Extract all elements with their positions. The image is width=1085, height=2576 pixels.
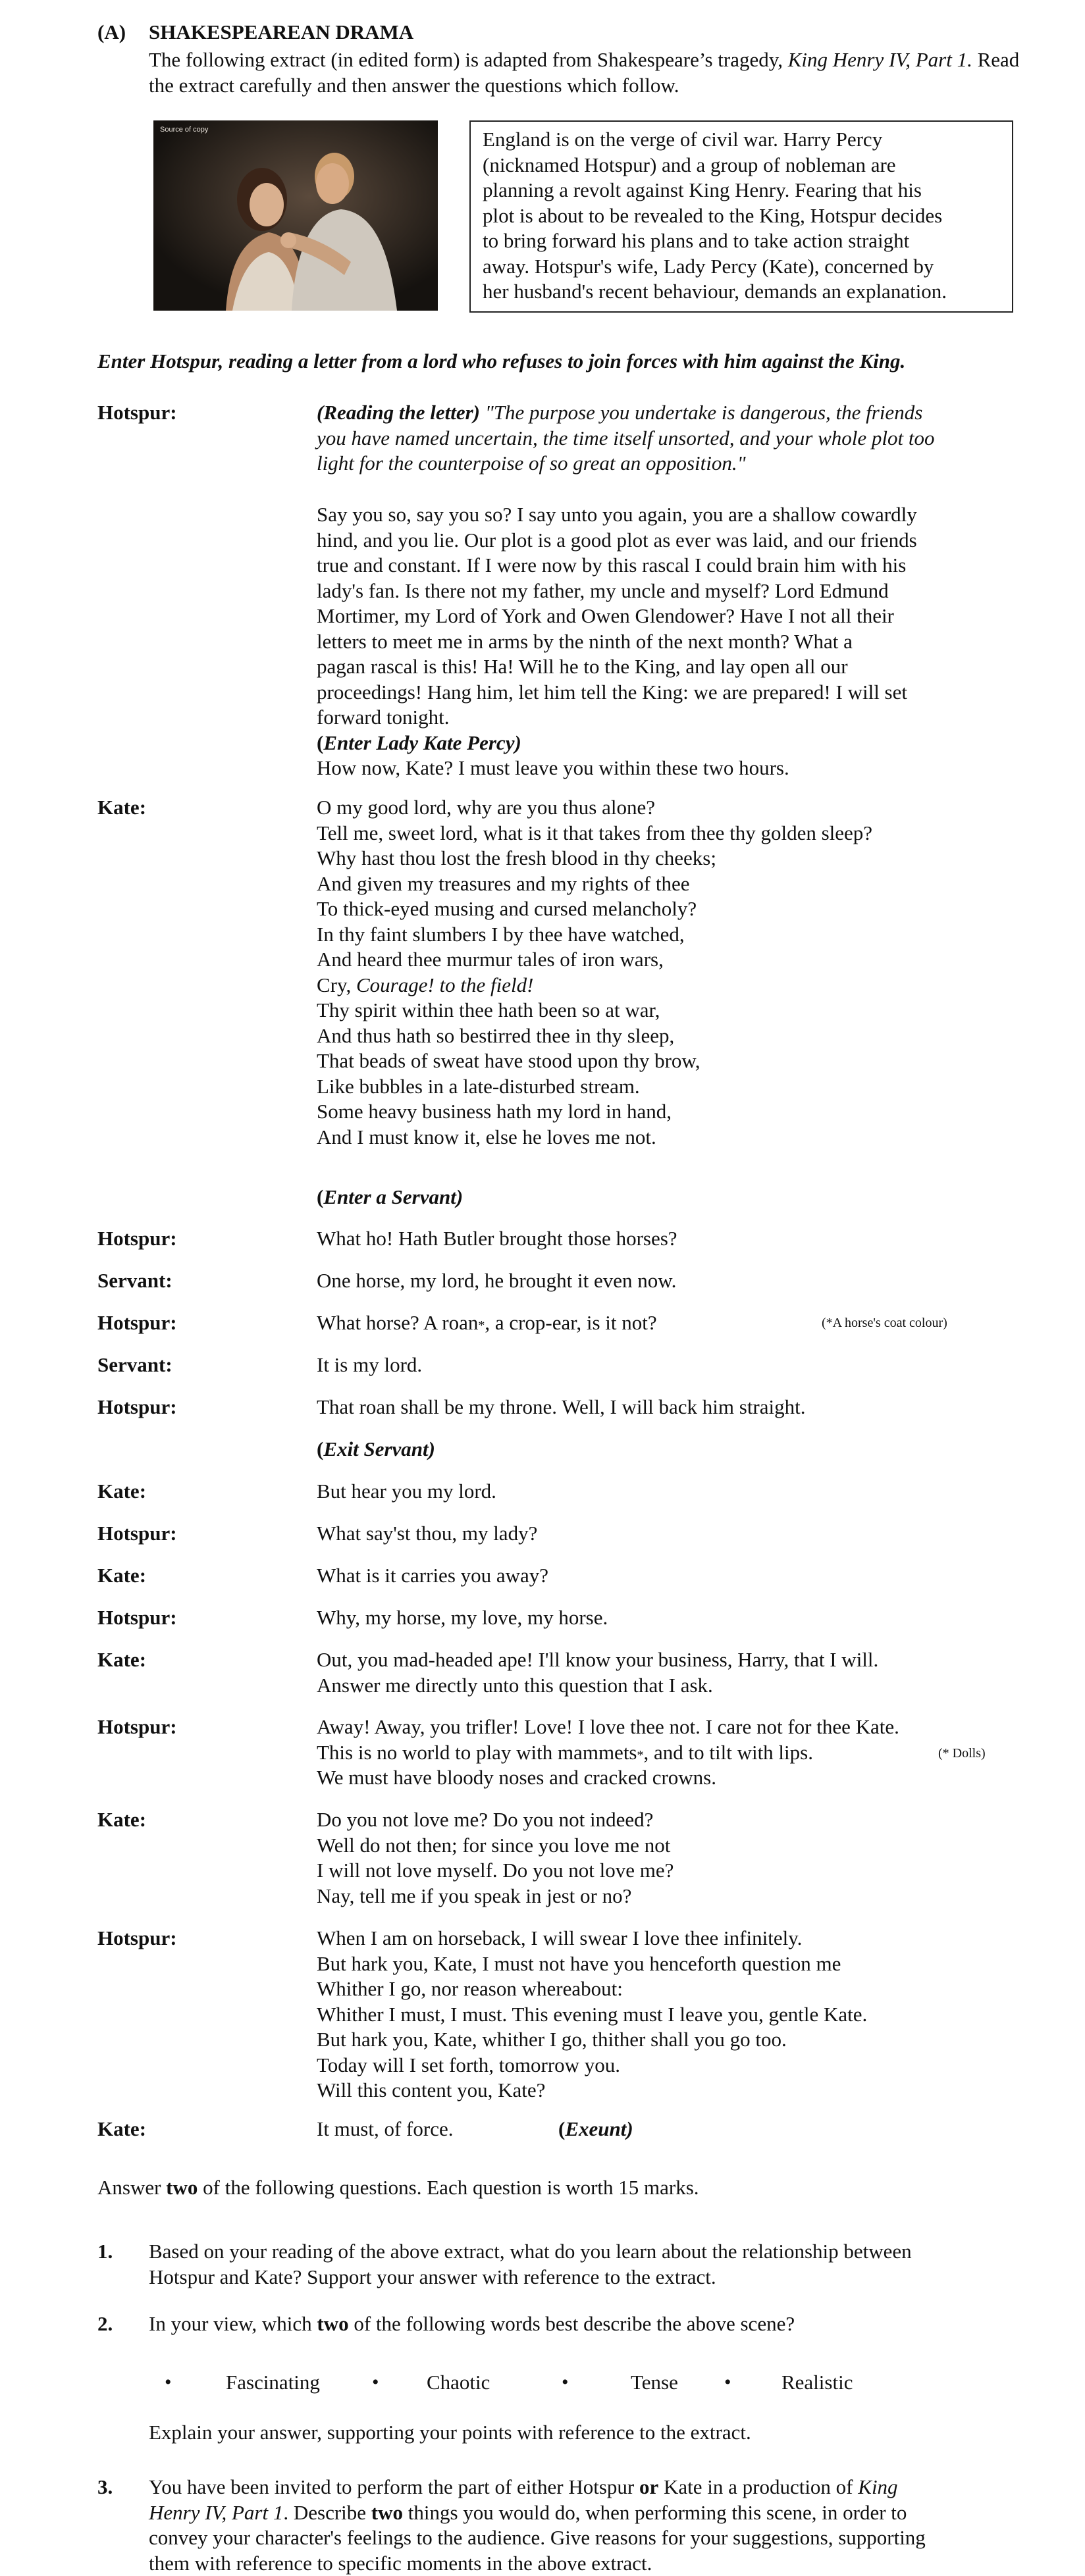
paren: ( (317, 731, 323, 754)
option-chaotic: Chaotic (427, 2370, 490, 2396)
dialogue-line: What say'st thou, my lady? (317, 1521, 1047, 1547)
speech-line: Like bubbles in a late-disturbed stream. (317, 1074, 1047, 1100)
question-line: them with reference to specific moments in the above extract. (149, 2551, 1031, 2576)
speech-line: When I am on horseback, I will swear I love thee infinitely. (317, 1926, 1047, 1951)
speech-line: true and constant. If I were now by this rascal I could brain him with his (317, 553, 1047, 579)
answer-instructions (97, 2175, 699, 2201)
question-text: In your view, which (149, 2312, 317, 2335)
stage-direction-text: Enter a Servant) (323, 1185, 463, 1208)
q3-bold: or (639, 2475, 658, 2498)
speaker-label: Hotspur: (97, 1714, 315, 1740)
option-realistic: Realistic (781, 2370, 853, 2396)
context-line: plot is about to be revealed to the King, Hotspur decides (483, 203, 1003, 229)
stage-direction-text: Exit Servant) (323, 1437, 435, 1460)
letter-line: light for the counterpoise of so great an opposition." (317, 451, 1047, 477)
context-box (469, 120, 1013, 313)
enter-kate-direction (317, 731, 1047, 756)
speech-line: Mortimer, my Lord of York and Owen Glendower? Have I not all their (317, 604, 1047, 629)
speaker-label: Hotspur: (97, 1395, 315, 1420)
dialogue-line: What is it carries you away? (317, 1563, 1047, 1589)
kate-speech (317, 795, 1047, 1150)
speech-line: Do you not love me? Do you not indeed? (317, 1807, 1047, 1833)
speaker-label: Hotspur: (97, 1226, 315, 1252)
context-line: to bring forward his plans and to take action straight (483, 228, 1003, 254)
speech-line: Whither I go, nor reason whereabout: (317, 1976, 1047, 2002)
speaker-label: Hotspur: (97, 1605, 315, 1631)
speech-line: How now, Kate? I must leave you within these two hours. (317, 756, 1047, 781)
speech-line: We must have bloody noses and cracked crowns. (317, 1765, 1047, 1791)
kate-speech (317, 1807, 1047, 1909)
dialogue-line: One horse, my lord, he brought it even now. (317, 1268, 1047, 1294)
speech-line: And given my treasures and my rights of thee (317, 871, 1047, 897)
question-2-followup: Explain your answer, supporting your points with reference to the extract. (149, 2420, 1031, 2446)
speech-line: Some heavy business hath my lord in hand, (317, 1099, 1047, 1125)
question-text-end: of the following words best describe the above scene? (349, 2312, 795, 2335)
speech-line: pagan rascal is this! Ha! Will he to the King, and lay open all our (317, 654, 1047, 680)
hotspur-speech (317, 1926, 1047, 2103)
dialogue-line: It is my lord. (317, 1352, 1047, 1378)
speech-line: But hark you, Kate, whither I go, thither shall you go too. (317, 2027, 1047, 2053)
paren: ( (317, 1437, 323, 1460)
speech-line: Today will I set forth, tomorrow you. (317, 2053, 1047, 2078)
speech-line: I will not love myself. Do you not love me? (317, 1858, 1047, 1884)
instr-text: Answer (97, 2176, 166, 2199)
play-title: King Henry IV, Part 1. (788, 48, 972, 71)
speaker-label: Hotspur: (97, 1310, 315, 1336)
opening-stage-direction: Enter Hotspur, reading a letter from a lord who refuses to join forces with him against the King. (97, 349, 1019, 374)
speech-line: Will this content you, Kate? (317, 2078, 1047, 2103)
speech-line: lady's fan. Is there not my father, my uncle and myself? Lord Edmund (317, 579, 1047, 604)
speaker-label: Kate: (97, 1647, 315, 1673)
instr-text-end: of the following questions. Each question is worth 15 marks. (198, 2176, 699, 2199)
q3-bold: two (371, 2501, 403, 2524)
photo-credit: Source of copy (160, 126, 208, 134)
kate-speech (317, 1647, 1047, 1698)
speech-line: Why hast thou lost the fresh blood in thy cheeks; (317, 846, 1047, 871)
speech-line: O my good lord, why are you thus alone? (317, 795, 1047, 821)
question-line (149, 2500, 1031, 2526)
speech-line: Well do not then; for since you love me not (317, 1833, 1047, 1859)
reading-stage-direction: (Reading the letter) (317, 401, 480, 424)
speech-line: And thus hath so bestirred thee in thy sleep, (317, 1023, 1047, 1049)
hotspur-speech (317, 502, 1047, 781)
mammets-text-end: , and to tilt with lips. (644, 1741, 813, 1764)
speech-line: proceedings! Hang him, let him tell the King: we are prepared! I will set (317, 680, 1047, 706)
bullet-icon: • (165, 2370, 172, 2396)
exeunt-direction (558, 2117, 633, 2142)
question-number: 3. (97, 2475, 137, 2500)
question-3 (149, 2475, 1031, 2576)
speech-line: To thick-eyed musing and cursed melancholy? (317, 896, 1047, 922)
letter-line: you have named uncertain, the time itself unsorted, and your whole plot too (317, 426, 1047, 451)
q3-text: Kate in a production of (658, 2475, 858, 2498)
context-line: planning a revolt against King Henry. Fearing that his (483, 178, 1003, 203)
roan-text-end: , a crop-ear, is it not? (485, 1311, 656, 1334)
question-line: Hotspur and Kate? Support your answer with reference to the extract. (149, 2265, 1031, 2290)
speaker-label: Kate: (97, 1563, 315, 1589)
instr-bold: two (166, 2176, 198, 2199)
q3-text: things you would do, when performing this scene, in order to (403, 2501, 907, 2524)
speaker-label: Kate: (97, 1479, 315, 1505)
speech-line: Tell me, sweet lord, what is it that takes from thee thy golden sleep? (317, 821, 1047, 846)
dialogue-line: That roan shall be my throne. Well, I will back him straight. (317, 1395, 1047, 1420)
speech-line: Thy spirit within thee hath been so at war, (317, 998, 1047, 1023)
hotspur-letter (317, 400, 1047, 477)
bullet-icon: • (562, 2370, 569, 2396)
bullet-icon: • (372, 2370, 379, 2396)
cry-prefix: Cry, (317, 973, 356, 996)
stage-direction-text: Exeunt) (565, 2117, 633, 2140)
section-title: SHAKESPEAREAN DRAMA (149, 20, 413, 43)
context-line: England is on the verge of civil war. Harry Percy (483, 127, 1003, 153)
dialogue-line: But hear you my lord. (317, 1479, 1047, 1505)
enter-servant-direction (317, 1185, 1047, 1210)
intro-paragraph (149, 47, 1024, 98)
speaker-label: Servant: (97, 1268, 315, 1294)
question-1 (149, 2239, 1031, 2290)
dialogue-line: Why, my horse, my love, my horse. (317, 1605, 1047, 1631)
question-line (149, 2475, 1031, 2500)
question-bold: two (317, 2312, 348, 2335)
speech-line: hind, and you lie. Our plot is a good plot as ever was laid, and our friends (317, 528, 1047, 554)
speaker-label: Hotspur: (97, 1521, 315, 1547)
section-heading (97, 20, 413, 45)
paren: ( (558, 2117, 565, 2140)
speech-line: Nay, tell me if you speak in jest or no? (317, 1884, 1047, 1909)
context-line: her husband's recent behaviour, demands an explanation. (483, 279, 1003, 305)
context-line: away. Hotspur's wife, Lady Percy (Kate), concerned by (483, 254, 1003, 280)
cry-italic: Courage! to the field! (356, 973, 533, 996)
speech-line: Whither I must, I must. This evening must I leave you, gentle Kate. (317, 2002, 1047, 2028)
footnote-marker: * (637, 1748, 644, 1763)
bullet-icon: • (724, 2370, 731, 2396)
speech-line: forward tonight. (317, 705, 1047, 731)
option-tense: Tense (631, 2370, 678, 2396)
roan-text: What horse? A roan (317, 1311, 478, 1334)
speaker-label: Hotspur: (97, 1926, 315, 1951)
speech-line: In thy faint slumbers I by thee have watched, (317, 922, 1047, 948)
intro-text: The following extract (in edited form) is adapted from Shakespeare’s tragedy, (149, 48, 788, 71)
production-photo (153, 120, 438, 311)
paren: ( (317, 1185, 323, 1208)
intro-text-end: Read the extract carefully and then answer the questions which follow. (149, 48, 1019, 97)
question-line: Based on your reading of the above extract, what do you learn about the relationship between (149, 2239, 1031, 2265)
photo-illustration (153, 120, 438, 311)
letter-line: "The purpose you undertake is dangerous, the friends (485, 401, 923, 424)
speech-line: But hark you, Kate, I must not have you henceforth question me (317, 1951, 1047, 1977)
speech-line: And I must know it, else he loves me not. (317, 1125, 1047, 1150)
speaker-label: Kate: (97, 2117, 315, 2142)
speaker-label: Servant: (97, 1352, 315, 1378)
question-2 (149, 2311, 1031, 2337)
exit-servant-direction (317, 1437, 1047, 1462)
speech-line: Out, you mad-headed ape! I'll know your business, Harry, that I will. (317, 1647, 1047, 1673)
section-label: (A) (97, 20, 149, 45)
dialogue-line: What ho! Hath Butler brought those horses? (317, 1226, 1047, 1252)
mammets-text: This is no world to play with mammets (317, 1741, 637, 1764)
speaker-label: Kate: (97, 795, 315, 821)
speech-line: Away! Away, you trifler! Love! I love thee not. I care not for thee Kate. (317, 1714, 1047, 1740)
context-line: (nicknamed Hotspur) and a group of nobleman are (483, 153, 1003, 178)
speech-line: Answer me directly unto this question that I ask. (317, 1673, 1047, 1699)
footnote-dolls: (* Dolls) (938, 1745, 986, 1761)
footnote-marker: * (478, 1318, 485, 1333)
question-line: convey your character's feelings to the audience. Give reasons for your suggestions, supporting (149, 2525, 1031, 2551)
speech-line: That beads of sweat have stood upon thy brow, (317, 1048, 1047, 1074)
question-number: 2. (97, 2311, 137, 2337)
speech-line: And heard thee murmur tales of iron wars, (317, 947, 1047, 973)
speech-line: Say you so, say you so? I say unto you again, you are a shallow cowardly (317, 502, 1047, 528)
option-fascinating: Fascinating (226, 2370, 320, 2396)
q3-text: You have been invited to perform the part of either Hotspur (149, 2475, 639, 2498)
speech-line: letters to meet me in arms by the ninth of the next month? What a (317, 629, 1047, 655)
speaker-label: Hotspur: (97, 400, 315, 426)
footnote-horse-colour: (*A horse's coat colour) (822, 1315, 947, 1331)
stage-direction-text: Enter Lady Kate Percy) (323, 731, 521, 754)
speaker-label: Kate: (97, 1807, 315, 1833)
q3-text: . Describe (283, 2501, 371, 2524)
q3-italic: Henry IV, Part 1 (149, 2501, 283, 2524)
speech-line (317, 973, 1047, 998)
final-line: It must, of force. (317, 2117, 1047, 2142)
q3-italic: King (858, 2475, 897, 2498)
question-number: 1. (97, 2239, 137, 2265)
